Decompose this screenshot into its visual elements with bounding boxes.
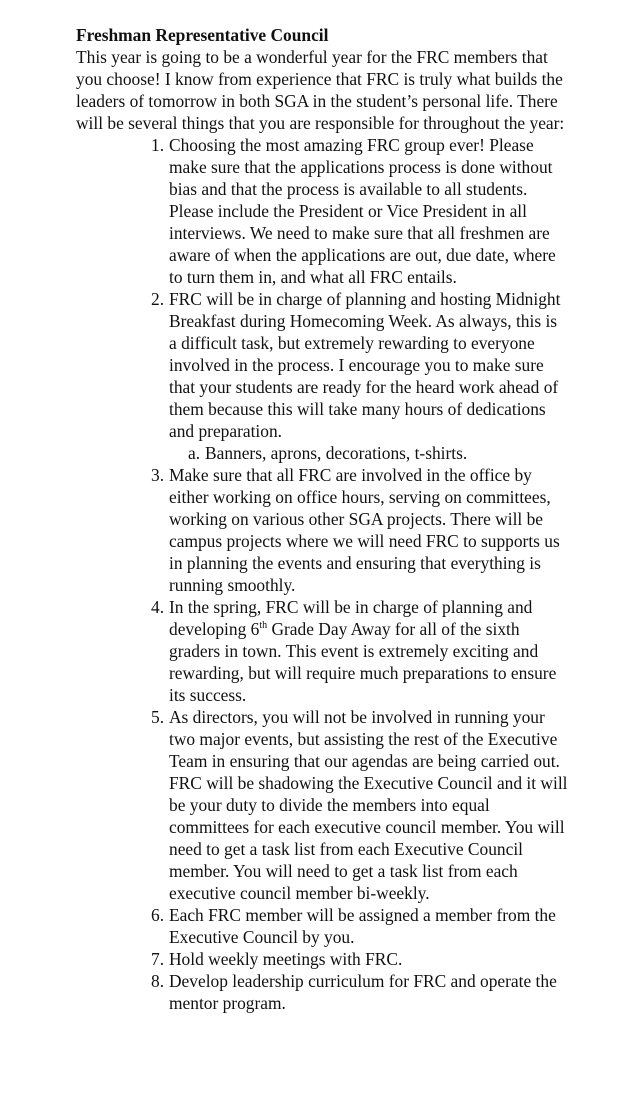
item-number: 5. xyxy=(151,707,165,727)
item-number: 4. xyxy=(151,597,165,617)
document-title: Freshman Representative Council xyxy=(76,25,329,45)
ordinal-superscript: th xyxy=(259,620,268,631)
item-text: Develop leadership curriculum for FRC and operate the mentor program. xyxy=(169,971,557,1013)
sub-list xyxy=(169,442,569,464)
item-text: FRC will be in charge of planning and hosting Midnight Breakfast during Homecoming Week. As always, this is a difficult task, but extremely rewarding to everyone involved in the process. I encourage you to make sure that your students are ready for the heard work ahead of them because this will take many hours of dedications and preparation. xyxy=(169,289,561,441)
item-number: 1. xyxy=(151,135,165,155)
item-number: 3. xyxy=(151,465,165,485)
item-text: Make sure that all FRC are involved in the office by either working on office hours, serving on committees, working on various other SGA projects. There will be campus projects where we will need FRC to supports us in planning the events and ensuring that everything is running smoothly. xyxy=(169,465,560,595)
list-item xyxy=(76,288,569,464)
list-item xyxy=(76,904,569,948)
list-item xyxy=(76,464,569,596)
list-item xyxy=(76,596,569,706)
sub-list-item xyxy=(169,442,569,464)
sub-item-text: Banners, aprons, decorations, t-shirts. xyxy=(205,443,468,463)
responsibilities-list xyxy=(76,134,576,1014)
item-text: Each FRC member will be assigned a member from the Executive Council by you. xyxy=(169,905,556,947)
document-body xyxy=(76,24,576,1014)
item-number: 8. xyxy=(151,971,165,991)
item-text: Hold weekly meetings with FRC. xyxy=(169,949,403,969)
intro-paragraph: This year is going to be a wonderful year for the FRC members that you choose! I know from experience that FRC is truly what builds the leaders of tomorrow in both SGA in the student’s personal life. There will be several things that you are responsible for throughout the year: xyxy=(76,47,565,133)
list-item xyxy=(76,970,569,1014)
list-item xyxy=(76,706,569,904)
list-item xyxy=(76,948,569,970)
item-text-before: In the spring, FRC will be in charge of planning and developing 6 xyxy=(169,597,533,639)
list-item xyxy=(76,134,569,288)
item-text-after: Grade Day Away for all of the sixth graders in town. This event is extremely exciting and rewarding, but will require much preparations to ensure its success. xyxy=(169,619,557,705)
sub-item-letter: a. xyxy=(188,443,201,463)
item-number: 2. xyxy=(151,289,165,309)
item-text: As directors, you will not be involved in running your two major events, but assisting the rest of the Executive Team in ensuring that our agendas are being carried out. FRC will be shadowing the Executive Council and it will be your duty to divide the members into equal committees for each executive council member. You will need to get a task list from each Executive Council member. You will need to get a task list from each executive council member bi-weekly. xyxy=(169,707,568,903)
item-number: 6. xyxy=(151,905,165,925)
item-number: 7. xyxy=(151,949,165,969)
item-text: Choosing the most amazing FRC group ever! Please make sure that the applications process is done without bias and that the process is available to all students. Please include the President or Vice President in all interviews. We need to make sure that all freshmen are aware of when the applications are out, due date, where to turn them in, and what all FRC entails. xyxy=(169,135,556,287)
